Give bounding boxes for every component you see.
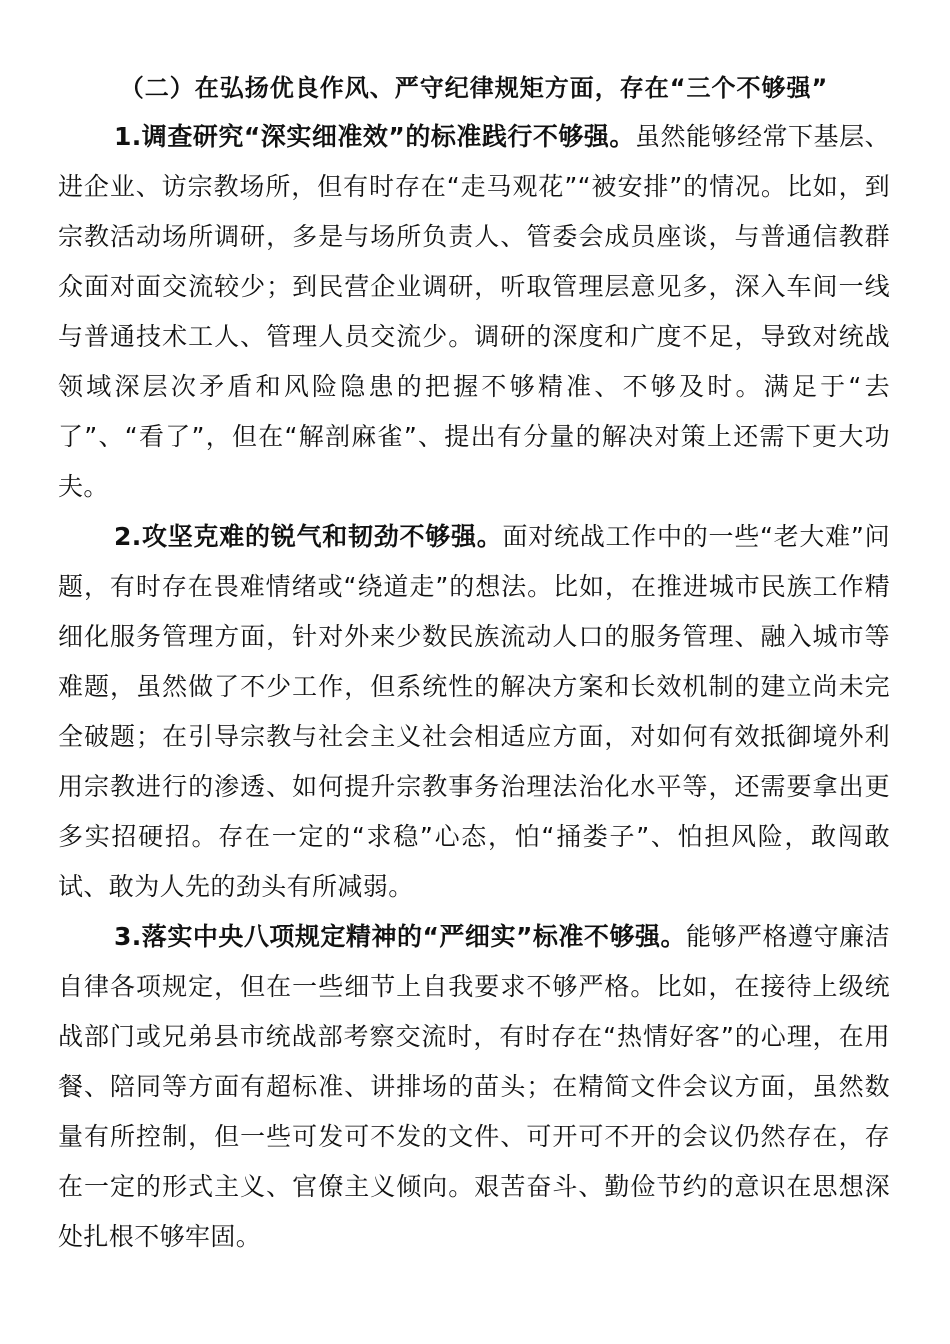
paragraph-lead: 3.落实中央八项规定精神的“严细实”标准不够强。 xyxy=(114,922,686,951)
paragraph-body: 能够严格遵守廉洁自律各项规定，但在一些细节上自我要求不够严格。比如，在接待上级统战部门或兄弟县市统战部考察交流时，有时存在“热情好客”的心理，在用餐、陪同等方面有超标准、讲排场的苗头；在精简文件会议方面，虽然数量有所控制，但一些可发可不发的文件、可开可不开的会议仍然存在，存在一定的形式主义、官僚主义倾向。艰苦奋斗、勤俭节约的意识在思想深处扎根不够牢固。 xyxy=(58,922,891,1251)
paragraph-lead: 1.调查研究“深实细准效”的标准践行不够强。 xyxy=(114,122,635,151)
paragraph-overcoming-difficulties xyxy=(58,512,890,912)
paragraph-body: 面对统战工作中的一些“老大难”问题，有时存在畏难情绪或“绕道走”的想法。比如，在推进城市民族工作精细化服务管理方面，针对外来少数民族流动人口的服务管理、融入城市等难题，虽然做了不少工作，但系统性的解决方案和长效机制的建立尚未完全破题；在引导宗教与社会主义社会相适应方面，对如何有效抵御境外利用宗教进行的渗透、如何提升宗教事务治理法治化水平等，还需要拿出更多实招硬招。存在一定的“求稳”心态，怕“捅娄子”、怕担风险，敢闯敢试、敢为人先的劲头有所减弱。 xyxy=(58,522,890,901)
section-heading: （二）在弘扬优良作风、严守纪律规矩方面，存在“三个不够强” xyxy=(119,74,829,102)
document-page xyxy=(58,70,890,1262)
paragraph-investigation-research xyxy=(58,112,890,512)
paragraph-eight-point-regulations xyxy=(58,912,890,1262)
paragraph-lead: 2.攻坚克难的锐气和韧劲不够强。 xyxy=(114,522,503,551)
paragraph-body: 虽然能够经常下基层、进企业、访宗教场所，但有时存在“走马观花”“被安排”的情况。比如，到宗教活动场所调研，多是与场所负责人、管委会成员座谈，与普通信教群众面对面交流较少；到民营企业调研，听取管理层意见多，深入车间一线与普通技术工人、管理人员交流少。调研的深度和广度不足，导致对统战领域深层次矛盾和风险隐患的把握不够精准、不够及时。满足于“去了”、“看了”，但在“解剖麻雀”、提出有分量的解决对策上还需下更大功夫。 xyxy=(58,122,890,501)
